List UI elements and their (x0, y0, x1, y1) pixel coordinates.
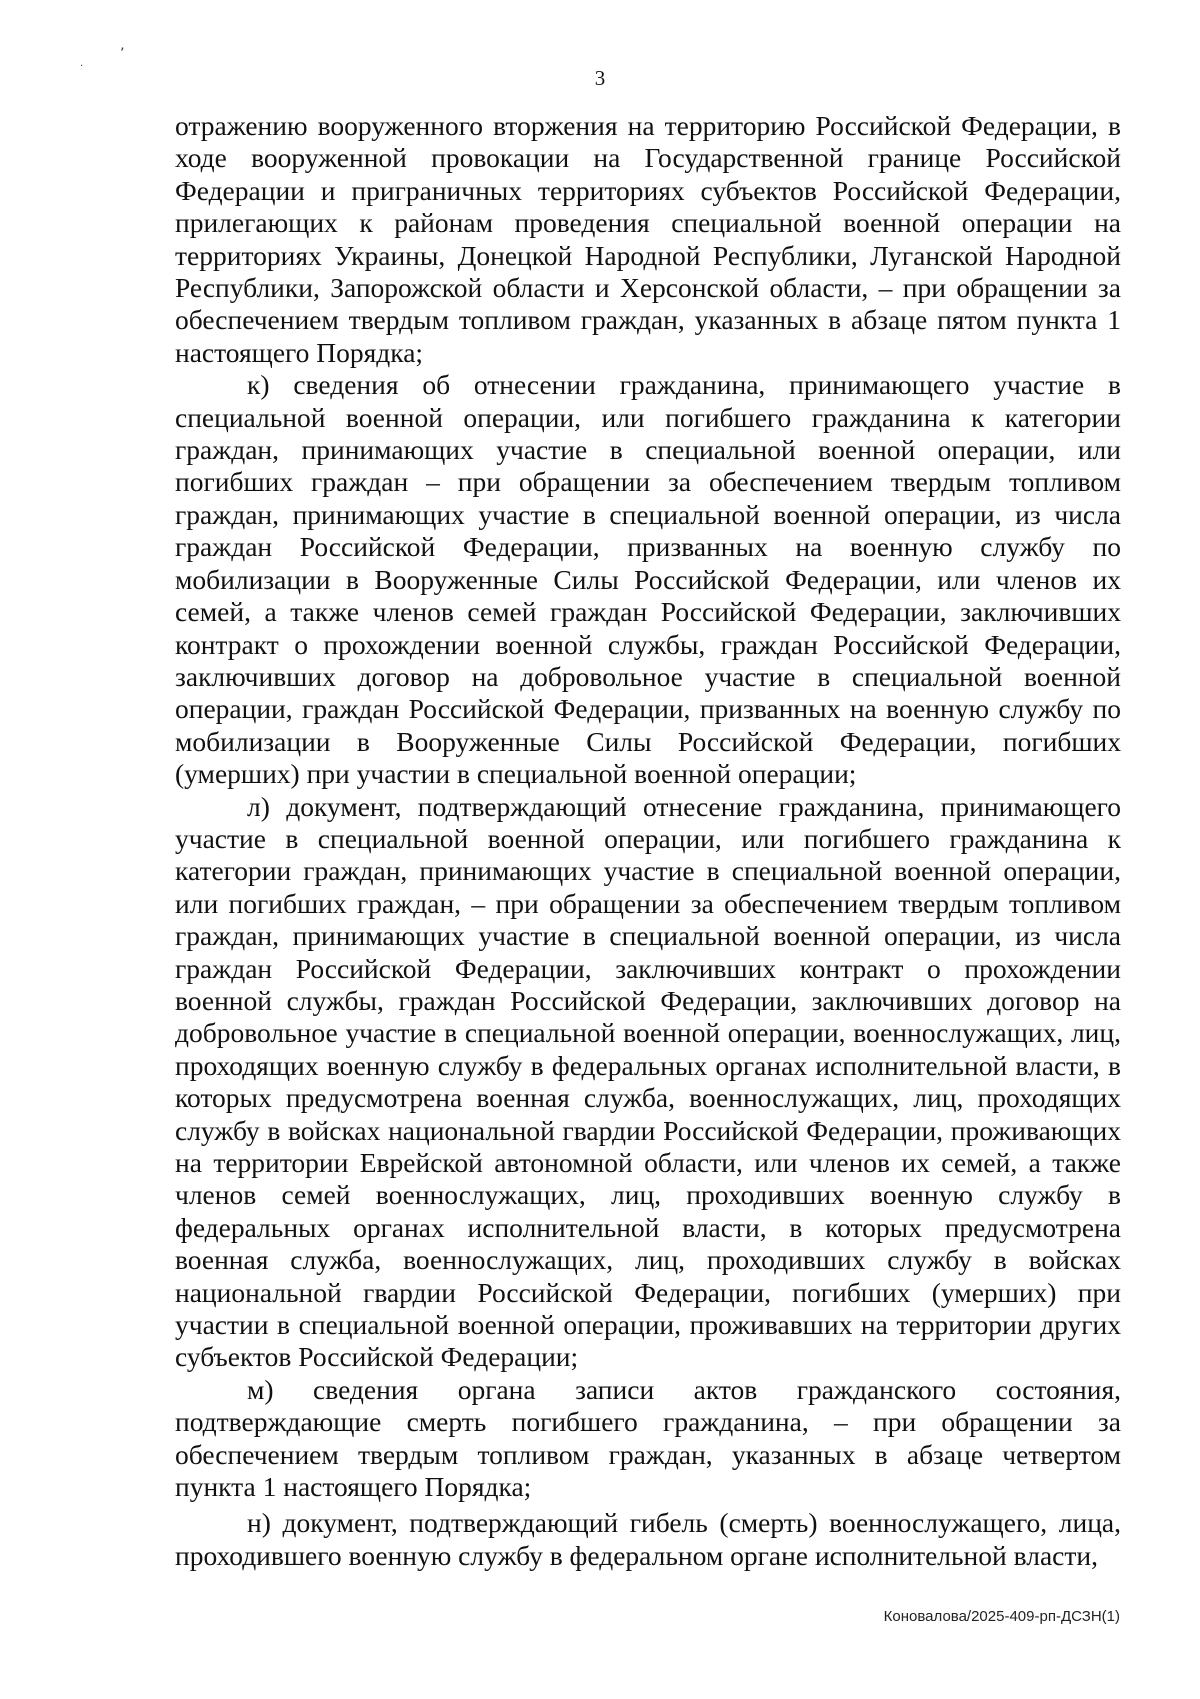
document-reference-code: Коновалова/2025-409-рп-ДСЗН(1) (883, 1608, 1120, 1625)
paragraph-item-m: м) сведения органа записи актов гражданского состояния, подтверждающие смерть погибшего гражданина, – при обращении за обеспечением твердым топливом граждан, указанных в абзаце четвертом пункта 1 настоящего Порядка; (175, 1373, 1121, 1503)
paragraph-continuation: отражению вооруженного вторжения на территорию Российской Федерации, в ходе вооруженной провокации на Государственной границе Российской Федерации и приграничных территориях субъектов Российской Федерации, прилегающих к районам проведения специальной военной операции на территориях Украины, Донецкой Народной Республики, Луганской Народной Республики, Запорожской области и Херсонской области, – при обращении за обеспечением твердым топливом граждан, указанных в абзаце пятом пункта 1 настоящего Порядка; (175, 110, 1121, 368)
scan-artifact-mark: ’ (120, 46, 125, 62)
paragraph-item-l: л) документ, подтверждающий отнесение гражданина, принимающего участие в специальной военной операции, или погибшего гражданина к категории граждан, принимающих участие в специальной военной операции, или погибших граждан, – при обращении за обеспечением твердым топливом граждан, принимающих участие в специальной военной операции, из числа граждан Российской Федерации, заключивших контракт о прохождении военной службы, граждан Российской Федерации, заключивших договор на добровольное участие в специальной военной операции, военнослужащих, лиц, проходящих военную службу в федеральных органах исполнительной власти, в которых предусмотрена военная служба, военнослужащих, лиц, проходящих службу в войсках национальной гвардии Российской Федерации, проживающих на территории Еврейской автономной области, или членов их семей, а также членов семей военнослужащих, лиц, проходивших военную службу в федеральных органах исполнительной власти, в которых предусмотрена военная служба, военнослужащих, лиц, проходивших службу в войсках национальной гвардии Российской Федерации, погибших (умерших) при участии в специальной военной операции, проживавших на территории других субъектов Российской Федерации; (175, 790, 1121, 1373)
page-number: 3 (594, 66, 606, 90)
paragraph-item-k: к) сведения об отнесении гражданина, принимающего участие в специальной военной операции, или погибшего гражданина к категории граждан, принимающих участие в специальной военной операции, или погибших граждан – при обращении за обеспечением твердым топливом граждан, принимающих участие в специальной военной операции, из числа граждан Российской Федерации, призванных на военную службу по мобилизации в Вооруженные Силы Российской Федерации, или членов их семей, а также членов семей граждан Российской Федерации, заключивших контракт о прохождении военной службы, граждан Российской Федерации, заключивших договор на добровольное участие в специальной военной операции, граждан Российской Федерации, призванных на военную службу по мобилизации в Вооруженные Силы Российской Федерации, погибших (умерших) при участии в специальной военной операции; (175, 369, 1121, 790)
document-body (175, 110, 1121, 1572)
paragraph-item-n: н) документ, подтверждающий гибель (смерть) военнослужащего, лица, проходившего военную службу в федеральном органе исполнительной власти, (175, 1507, 1121, 1571)
scan-artifact-mark: . (80, 58, 84, 69)
